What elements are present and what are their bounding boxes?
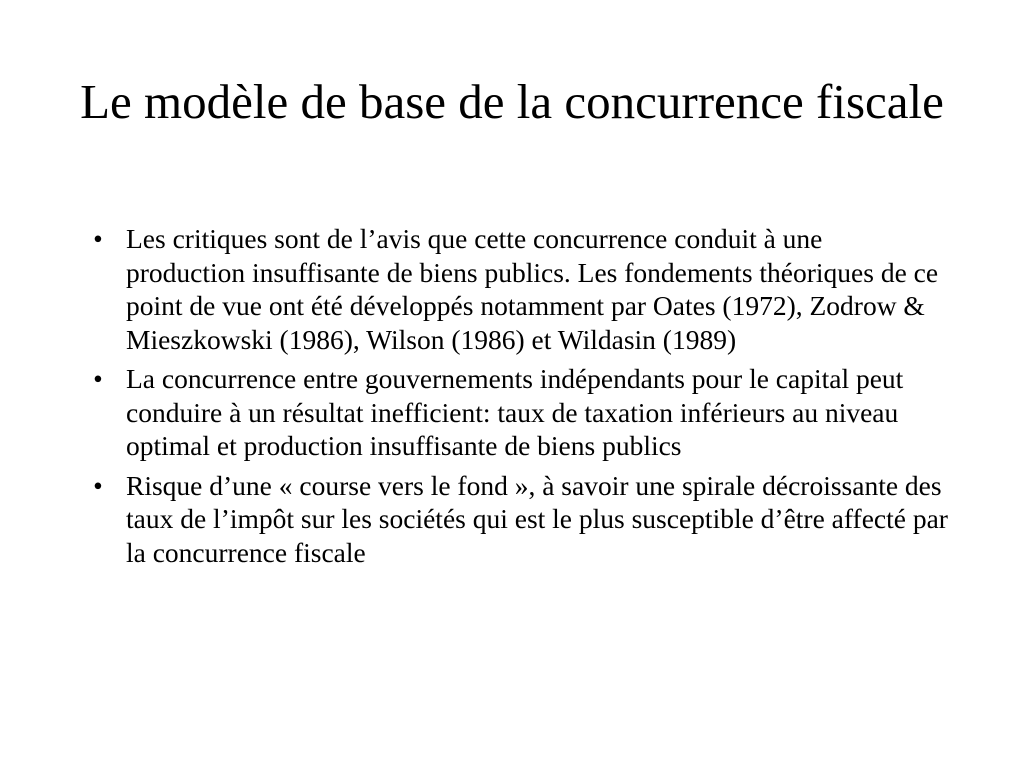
bullet-item xyxy=(88,469,948,570)
bullet-list xyxy=(88,222,948,575)
bullet-text: Les critiques sont de l’avis que cette concurrence conduit à une production insuffisante de biens publics. Les fondements théoriques de ce point de vue ont été développés notamment par Oates (1972), Zodrow & Mieszkowski (1986), Wilson (1986) et Wildasin (1989) xyxy=(126,223,939,355)
bullet-item xyxy=(88,222,948,356)
bullet-text: Risque d’une « course vers le fond », à savoir une spirale décroissante des taux de l’impôt sur les sociétés qui est le plus susceptible d’être affecté par la concurrence fiscale xyxy=(126,469,948,568)
bullet-item xyxy=(88,362,948,463)
bullet-text: La concurrence entre gouvernements indépendants pour le capital peut conduire à un résultat inefficient: taux de taxation inférieurs au niveau optimal et production insuffisante de biens publics xyxy=(126,363,904,461)
slide-title: Le modèle de base de la concurrence fiscale xyxy=(80,74,944,129)
bullet-dot-icon: • xyxy=(93,363,103,394)
bullet-dot-icon: • xyxy=(93,469,103,501)
bullet-dot-icon: • xyxy=(93,223,103,254)
